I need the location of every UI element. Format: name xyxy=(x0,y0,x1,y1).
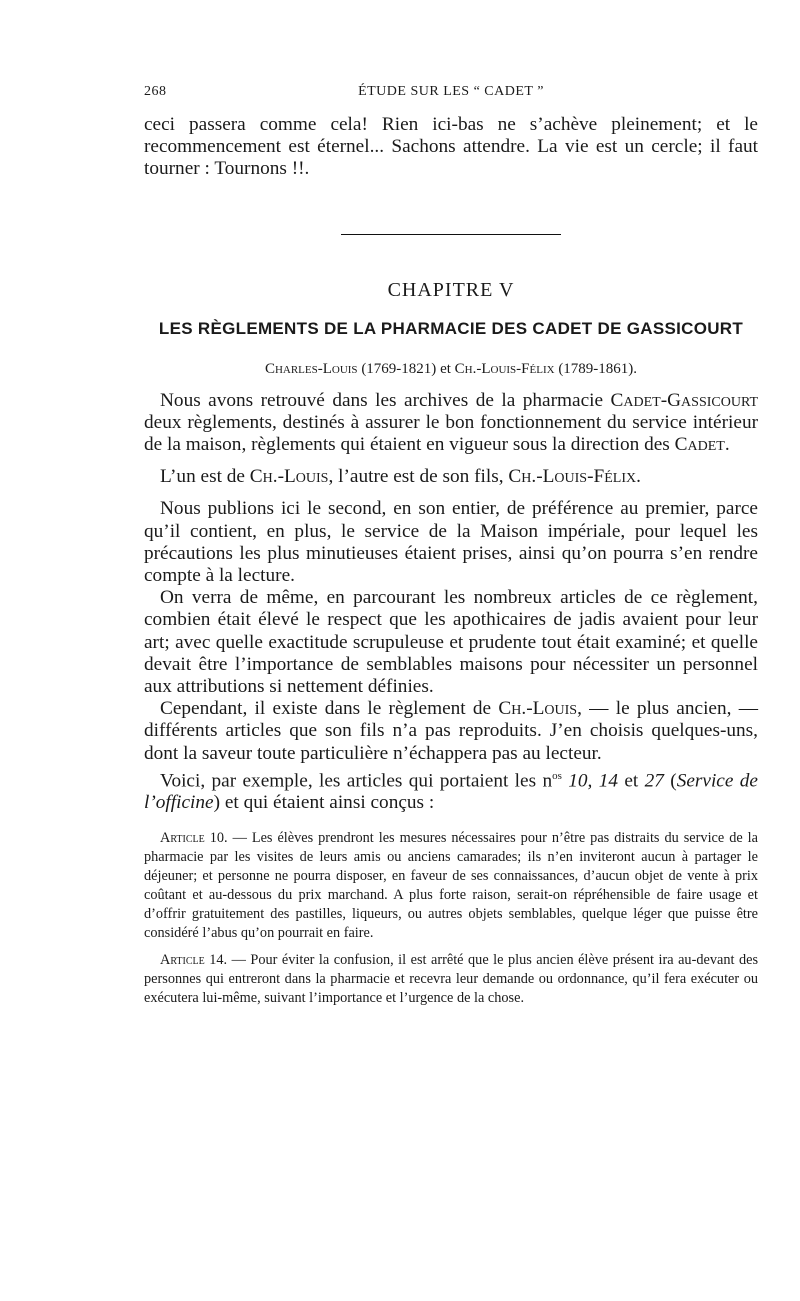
paragraph-4: On verra de même, en parcourant les nombreux articles de ce règlement, combien était élevé le respect que les apothicaires de jadis avaient pour leur art; avec quelle exactitude scrupuleuse et prudente tout était examiné; et quelle devait être l’importance de semblables maisons pour nécessiter un personnel aux attributions si nettement définies. xyxy=(144,587,758,698)
article-10: Article 10. — Les élèves prendront les mesures nécessaires pour n’être pas distraits du service de la pharmacie par les visites de leurs amis ou anciens camarades; ils n’en inviteront aucun à partager le déjeuner; et personne ne pourra disposer, en faveur de ses connaissances, d’aucun objet de vente à prix coûtant et au-dessous du prix marchand. A plus forte raison, serait-on répréhensible de faire usage et d’offrir gratuitement des pastilles, liqueurs, ou autres objets semblables, quelque léger que puisse être considéré l’abus qu’on pourrait en faire. xyxy=(144,829,758,941)
byline-dates-2: (1789-1861). xyxy=(558,360,638,377)
intro-paragraph: ceci passera comme cela! Rien ici-bas ne s’achève pleinement; et le recommencement est éternel... Sachons attendre. La vie est un cercle; il faut tourner : Tournons !!. xyxy=(144,114,758,180)
page xyxy=(144,78,758,1008)
byline-dates-1: (1769-1821) xyxy=(361,360,437,377)
paragraph-5: Cependant, il existe dans le règlement de Ch.-Louis, — le plus ancien, — différents articles que son fils n’a pas reproduits. J’en choisis quelques-uns, dont la saveur toute particulière n’échappera pas au lecteur. xyxy=(144,698,758,764)
chapter-subtitle: LES RÈGLEMENTS DE LA PHARMACIE DES CADET DE GASSICOURT xyxy=(158,318,744,338)
byline-name-1: Charles-Louis xyxy=(264,360,358,377)
article-label: Article 14. xyxy=(160,951,228,968)
paragraph-1: Nous avons retrouvé dans les archives de la pharmacie Cadet-Gassicourt deux règlements, destinés à assurer le bon fonctionnement du service intérieur de la maison, règlements qui étaient en vigueur sous la direction des Cadet. xyxy=(144,389,758,456)
name-ch-louis-2: Ch.-Louis xyxy=(498,698,578,720)
chapter-byline xyxy=(144,361,758,378)
article-14: Article 14. — Pour éviter la confusion, il est arrêté que le plus ancien élève présent ira au-devant des personnes qui entreront dans la pharmacie et recevra leur demande ou ordonnance, qu’il fera exécuter ou exécutera lui-même, suivant l’importance et l’urgence de la chose. xyxy=(144,951,759,1006)
paragraph-2: L’un est de Ch.-Louis, l’autre est de son fils, Ch.-Louis-Félix. xyxy=(160,466,641,488)
name-cadet: Cadet xyxy=(674,434,725,456)
name-ch-louis: Ch.-Louis xyxy=(249,466,329,488)
name-ch-louis-felix: Ch.-Louis-Félix xyxy=(508,466,637,488)
name-cadet-gassicourt: Cadet-Gassicourt xyxy=(610,389,758,411)
chapter-title: CHAPITRE V xyxy=(387,278,515,301)
byline-name-2: Ch.-Louis-Félix xyxy=(454,360,555,377)
paragraph-6: Voici, par exemple, les articles qui portaient les $n^{os}$ 10, 14 et 27 (Service de l’officine) et qui étaient ainsi conçus : xyxy=(144,769,758,814)
section-rule xyxy=(341,234,561,235)
running-head xyxy=(144,78,758,104)
paragraph-3: Nous publions ici le second, en son entier, de préférence au premier, parce qu’il contient, en plus, le service de la Maison impériale, pour lequel les précautions les plus minutieuses étaient prises, ainsi qu’on pourra s’en rendre compte à la lecture. xyxy=(144,498,758,587)
running-title: ÉTUDE SUR LES “ CADET ” xyxy=(358,84,544,99)
byline-and: et xyxy=(440,360,451,377)
article-label: Article 10. xyxy=(160,829,228,846)
page-number: 268 xyxy=(144,84,167,99)
service-officine: Service de l’officine xyxy=(144,770,758,814)
